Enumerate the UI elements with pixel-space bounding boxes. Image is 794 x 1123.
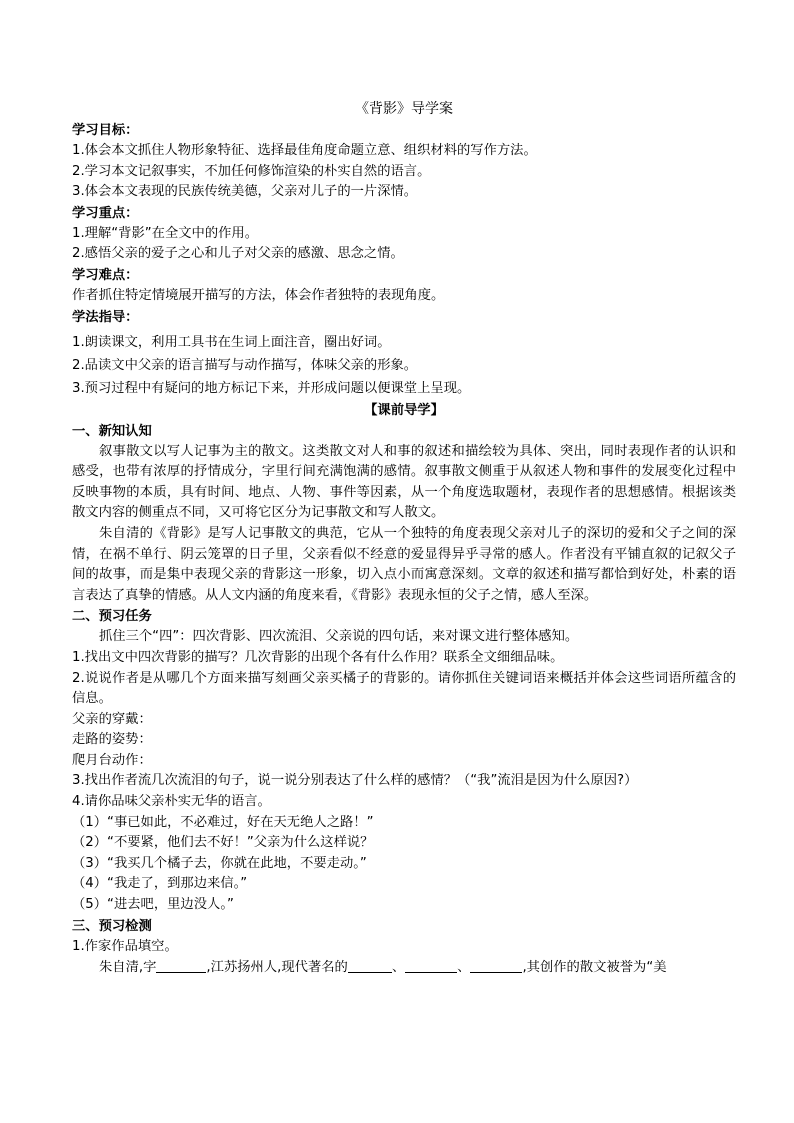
section-1-heading: 一、新知认知 <box>72 423 152 439</box>
fill-text: 、 <box>391 960 406 976</box>
check-question-1: 1.作家作品填空。 <box>72 938 178 954</box>
section-3-heading: 三、预习检测 <box>72 918 152 934</box>
task-question-3: 3.找出作者流几次流泪的句子，说一说分别表达了什么样的感情？（“我”流泪是因为什么原因?） <box>72 773 638 789</box>
key-points-heading: 学习重点： <box>72 205 139 221</box>
goals-heading: 学习目标： <box>72 123 139 138</box>
quote-item: （1）“事已如此，不必难过，好在天无绝人之路！” <box>72 814 374 830</box>
task-question-2-a: 父亲的穿戴： <box>72 711 152 727</box>
fill-text: ,其创作的散文被誉为“美 <box>522 960 667 976</box>
goal-item: 3.体会本文表现的民族传统美德，父亲对儿子的一片深情。 <box>72 184 418 200</box>
goal-item: 1.体会本文抓住人物形象特征、选择最佳角度命题立意、组织材料的写作方法。 <box>72 143 537 158</box>
task-question-4: 4.请你品味父亲朴实无华的语言。 <box>72 794 271 810</box>
method-heading: 学法指导： <box>72 309 139 325</box>
key-point-item: 1.理解“背影”在全文中的作用。 <box>72 225 259 241</box>
section-2-heading: 二、预习任务 <box>72 609 152 625</box>
task-question-1: 1.找出文中四次背影的描写？几次背影的出现个各有什么作用？联系全文细细品味。 <box>72 649 564 665</box>
method-item: 1.朗读课文，利用工具书在生词上面注音，圈出好词。 <box>72 334 391 350</box>
method-item: 3.预习过程中有疑问的地方标记下来，并形成问题以便课堂上呈现。 <box>72 380 471 396</box>
page-title: 《背影》导学案 <box>355 101 453 117</box>
task-question-2-c: 爬月台动作： <box>72 752 152 768</box>
quote-item: （5）“进去吧，里边没人。” <box>72 897 234 913</box>
difficult-point-item: 作者抓住特定情境展开描写的方法，体会作者独特的表现角度。 <box>72 287 445 303</box>
key-point-item: 2.感悟父亲的爱子之心和儿子对父亲的感激、思念之情。 <box>72 246 404 262</box>
section-2-intro: 抓住三个“四”：四次背影、四次流泪、父亲说的四句话，来对课文进行整体感知。 <box>99 629 579 645</box>
fill-blank[interactable] <box>405 958 457 973</box>
quote-item: （2）“不要紧，他们去不好！”父亲为什么这样说？ <box>72 835 374 851</box>
fill-text: 、 <box>457 960 471 976</box>
method-item: 2.品读文中父亲的语言描写与动作描写，体味父亲的形象。 <box>72 357 418 373</box>
quote-item: （4）“我走了，到那边来信。” <box>72 876 248 892</box>
task-question-2: 2.说说作者是从哪几个方面来描写刻画父亲买橘子的背影的。请你抓住关键词语来概括并体会这些词语所蕴含的信息。 <box>72 670 736 707</box>
goal-item: 2.学习本文记叙事实，不加任何修饰渲染的朴实自然的语言。 <box>72 163 431 179</box>
fill-blank[interactable] <box>470 958 522 973</box>
fill-in-line <box>72 957 736 978</box>
quote-item: （3）“我买几个橘子去，你就在此地，不要走动。” <box>72 855 367 871</box>
section-1-paragraph-1: 叙事散文以写人记事为主的散文。这类散文对人和事的叙述和描绘较为具体、突出，同时表现作者的认识和感受，也带有浓厚的抒情成分，字里行间充满饱满的感情。叙事散文侧重于从叙述人物和事件的发展变化过程中反映事物的本质，具有时间、地点、人物、事件等因素，从一个角度选取题材，表现作者的思想感情。根据该类散文内容的侧重点不同，又可将它区分为记事散文和写人散文。 <box>72 443 736 521</box>
preclass-heading: 【课前导学】 <box>364 402 444 418</box>
fill-blank[interactable] <box>348 958 392 973</box>
fill-text: ,江苏扬州人,现代著名的 <box>206 960 348 976</box>
section-1-paragraph-2: 朱自清的《背影》是写人记事散文的典范，它从一个独特的角度表现父亲对儿子的深切的爱和父子之间的深情，在祸不单行、阴云笼罩的日子里，父亲看似不经意的爱显得异乎寻常的感人。作者没有平铺直叙的记叙父子间的故事，而是集中表现父亲的背影这一形象，切入点小而寓意深刻。文章的叙述和描写都恰到好处，朴素的语言表达了真挚的情感。从人文内涵的角度来看，《背影》表现永恒的父子之情，感人至深。 <box>72 525 736 603</box>
task-question-2-b: 走路的姿势： <box>72 732 152 748</box>
fill-blank[interactable] <box>156 958 206 973</box>
difficult-points-heading: 学习难点： <box>72 267 139 283</box>
fill-text: 朱自清,字 <box>99 960 157 976</box>
document-page <box>72 98 736 978</box>
